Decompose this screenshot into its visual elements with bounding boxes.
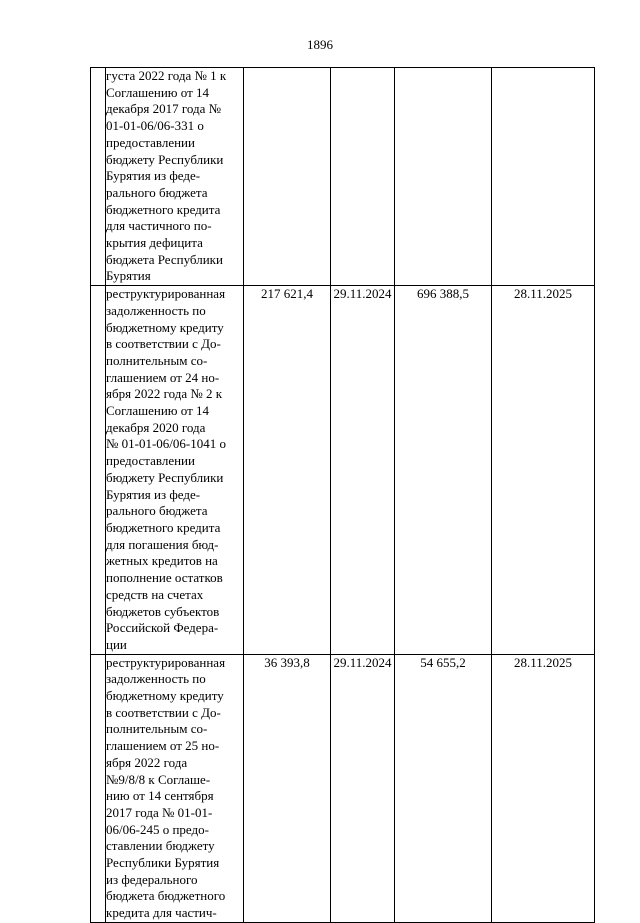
description-line: рального бюджета — [106, 184, 208, 200]
description-line: 2017 года № 01-01- — [106, 804, 213, 820]
amount2-cell — [395, 68, 492, 286]
description-line: бюджета бюджетного — [106, 888, 226, 904]
description-line: бюджетного кредита — [106, 519, 221, 535]
description-cell — [106, 68, 244, 286]
description-line: бюджета Республики — [106, 251, 223, 267]
description-line: кредита для частич- — [106, 905, 217, 921]
description-line: задолженность по — [106, 671, 206, 687]
description-line: рального бюджета — [106, 503, 208, 519]
row-index-cell — [91, 654, 106, 922]
date-cell: 29.11.2024 — [331, 654, 395, 922]
description-line: бюджету Республики — [106, 469, 224, 485]
amount2-cell: 696 388,5 — [395, 286, 492, 654]
description-line: Республики Бурятия — [106, 855, 220, 871]
table-row — [91, 654, 595, 922]
description-line: ставлении бюджету — [106, 838, 215, 854]
amount2-cell: 54 655,2 — [395, 654, 492, 922]
description-line: 01-01-06/06-331 о — [106, 118, 204, 134]
description-line: предоставлении — [106, 134, 195, 150]
description-line: в соответствии с До- — [106, 336, 221, 352]
description-line: жетных кредитов на — [106, 553, 218, 569]
description-line: задолженность по — [106, 302, 206, 318]
table-row — [91, 68, 595, 286]
description-line: Российской Федера- — [106, 620, 219, 636]
description-line: Соглашению от 14 — [106, 84, 210, 100]
description-line: Бурятия из феде- — [106, 486, 201, 502]
description-line: пополнение остатков — [106, 570, 223, 586]
description-line: бюджетному кредиту — [106, 319, 224, 335]
description-line: Бурятия из феде- — [106, 168, 201, 184]
description-line: 06/06-245 о предо- — [106, 821, 209, 837]
amount-cell: 36 393,8 — [244, 654, 331, 922]
description-line: крытия дефицита — [106, 235, 203, 251]
description-line: из федерального — [106, 871, 198, 887]
description-line: № 01-01-06/06-1041 о — [106, 436, 227, 452]
description-line: реструктурированная — [106, 654, 226, 670]
description-line: предоставлении — [106, 453, 195, 469]
description-line: ября 2022 года № 2 к — [106, 386, 223, 402]
description-line: бюджетов субъектов — [106, 603, 220, 619]
description-line: ября 2022 года — [106, 754, 188, 770]
description-line: бюджетному кредиту — [106, 688, 224, 704]
amount-cell — [244, 68, 331, 286]
description-line: бюджету Республики — [106, 151, 224, 167]
description-line: глашением от 25 но- — [106, 738, 220, 754]
description-line: декабря 2020 года — [106, 419, 206, 435]
page-number: 1896 — [307, 37, 333, 52]
description-line: бюджетного кредита — [106, 201, 221, 217]
description-line: для частичного по- — [106, 218, 212, 234]
date2-cell — [492, 68, 595, 286]
description-cell — [106, 654, 244, 922]
description-line: ции — [106, 636, 127, 652]
date-cell: 29.11.2024 — [331, 286, 395, 654]
description-line: полнительным со- — [106, 352, 208, 368]
description-line: в соответствии с До- — [106, 704, 221, 720]
description-line: полнительным со- — [106, 721, 208, 737]
description-line: Бурятия — [106, 268, 151, 284]
description-cell — [106, 286, 244, 654]
date2-cell: 28.11.2025 — [492, 286, 595, 654]
description-line: №9/8/8 к Соглаше- — [106, 771, 211, 787]
description-line: глашением от 24 но- — [106, 369, 220, 385]
row-index-cell — [91, 286, 106, 654]
description-line: Соглашению от 14 — [106, 403, 210, 419]
description-line: средств на счетах — [106, 586, 204, 602]
description-line: декабря 2017 года № — [106, 101, 222, 117]
description-line: нию от 14 сентября — [106, 788, 214, 804]
date2-cell: 28.11.2025 — [492, 654, 595, 922]
description-line: реструктурированная — [106, 286, 226, 302]
amount-cell: 217 621,4 — [244, 286, 331, 654]
budget-credit-table — [90, 67, 595, 923]
description-line: густа 2022 года № 1 к — [106, 68, 227, 83]
row-index-cell — [91, 68, 106, 286]
description-line: для погашения бюд- — [106, 536, 219, 552]
date-cell — [331, 68, 395, 286]
table-row — [91, 286, 595, 654]
